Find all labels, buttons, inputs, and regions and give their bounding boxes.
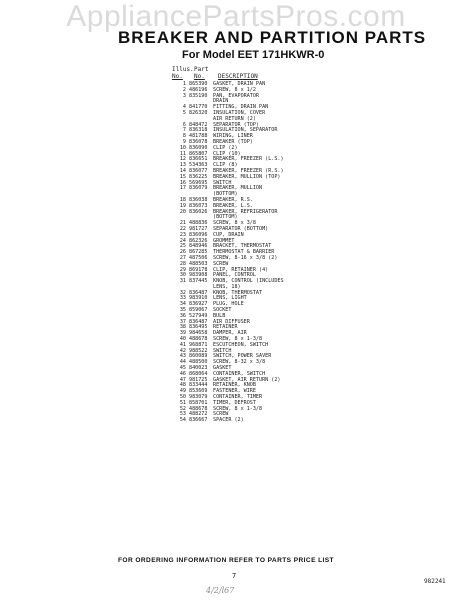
illus-number: 43 (179, 353, 186, 360)
part-number: 836077 (189, 167, 208, 174)
illus-number: 26 (179, 249, 186, 256)
part-number: 835190 (189, 92, 208, 99)
part-number: 488500 (189, 359, 208, 366)
illus-number: 21 (179, 220, 186, 227)
part-description: CUP, DRAIN (213, 231, 244, 238)
illus-number: 19 (179, 202, 186, 209)
part-description: CONTAINER, SWITCH (213, 370, 266, 377)
part-number: 488836 (189, 220, 208, 227)
illus-number: 25 (179, 243, 186, 250)
part-number: 487506 (189, 254, 208, 261)
column-header-part (194, 66, 208, 80)
illus-number: 12 (179, 156, 186, 163)
part-number: 836487 (189, 318, 208, 325)
part-description: SCREW, 8 x 1-3/8 (213, 336, 263, 343)
part-number: 984658 (189, 330, 208, 337)
part-description: SCREW, 8 x 1-3/8 (213, 405, 263, 412)
part-number: 853609 (189, 388, 208, 395)
header-part-label: Part (194, 66, 209, 73)
part-number: 826320 (189, 109, 208, 116)
part-description: PLUG, HOLE (213, 301, 244, 308)
watermark: AppliancePartsPros.com (66, 0, 406, 33)
illus-number: 46 (179, 370, 186, 377)
part-description: SCREW (213, 260, 229, 267)
part-number: 859067 (189, 307, 208, 314)
header-illus-label: Illus. (172, 66, 194, 73)
part-description: PAN, EVAPORATOR (213, 92, 260, 99)
illus-number: 35 (179, 307, 186, 314)
part-number: 836090 (189, 144, 208, 151)
part-description: SEPARATOR (BOTTOM) (213, 225, 269, 232)
part-description: AIR DIFFUSER (213, 318, 250, 325)
part-description: CLIP, RETAINER (4) (213, 266, 269, 273)
part-number: 481788 (189, 133, 208, 140)
illus-number: 18 (179, 196, 186, 203)
part-number: 836026 (189, 208, 208, 215)
illus-number: 29 (179, 266, 186, 273)
part-description: KNOB, THERMOSTAT (213, 289, 263, 296)
part-description: TIMER, DEFROST (213, 399, 256, 406)
part-description: BREAKER, FREEZER (R.S.) (213, 167, 284, 174)
part-number: 836927 (189, 301, 208, 308)
illus-number: 47 (179, 376, 186, 383)
page-title: BREAKER AND PARTITION PARTS (118, 28, 427, 47)
part-description: BREAKER, REFRIGERATOR (213, 208, 278, 215)
part-number: 868064 (189, 370, 208, 377)
part-description: SOCKET (213, 307, 232, 314)
illus-number: 15 (179, 173, 186, 180)
part-description: SEPARATOR (TOP) (213, 121, 260, 128)
part-number: 865807 (189, 150, 208, 157)
illus-number: 6 (182, 121, 186, 128)
part-number: 836495 (189, 324, 208, 331)
illus-number: 17 (179, 185, 186, 192)
model-subtitle: For Model EET 171HKWR-0 (182, 49, 325, 61)
part-description: SWITCH (213, 347, 232, 354)
part-description: RETAINER (213, 324, 238, 331)
part-number: 488678 (189, 405, 208, 412)
part-number: 836667 (189, 417, 208, 424)
part-number: 988522 (189, 347, 208, 354)
illus-number: 28 (179, 260, 186, 267)
illus-number: 23 (179, 231, 186, 238)
part-description: BREAKER (TOP) (213, 138, 253, 145)
part-description: GASKET (213, 365, 232, 372)
illus-number: 45 (179, 365, 186, 372)
part-description: GASKET, AIR RETURN (2) (213, 376, 281, 383)
part-description: SCREW, 8-16 x 3/8 (2) (213, 254, 278, 261)
part-description: CLIP (8) (213, 162, 238, 169)
part-number: 983908 (189, 272, 208, 279)
illus-number: 14 (179, 167, 186, 174)
part-number: 836225 (189, 173, 208, 180)
part-description: DRAIN (213, 98, 229, 105)
part-description: SWITCH, POWER SAVER (213, 353, 272, 360)
illus-number: 37 (179, 318, 186, 325)
illus-number: 27 (179, 254, 186, 261)
part-number: 865390 (189, 81, 208, 87)
part-number: 488678 (189, 336, 208, 343)
header-description: DESCRIPTION (218, 73, 258, 80)
illus-number: 2 (182, 86, 186, 93)
part-number: 837445 (189, 278, 208, 285)
part-description: SCREW, 8 x 1/2 (213, 86, 256, 93)
header-part-no: No. (194, 73, 205, 80)
part-description: BREAKER, FREEZER (L.S.) (213, 156, 284, 163)
illus-number: 3 (182, 92, 186, 99)
illus-number: 48 (179, 382, 186, 389)
illus-number: 40 (179, 336, 186, 343)
part-description: FITTING, DRAIN PAN (213, 104, 269, 111)
part-number: 488503 (189, 260, 208, 267)
part-description: LENS, 18) (213, 283, 241, 290)
part-description: CLIP (2) (213, 144, 238, 151)
part-number: 488272 (189, 411, 208, 418)
part-description: SCREW (213, 411, 229, 418)
part-description: SCREW, 8 x 3/8 (213, 220, 256, 227)
part-number: 836651 (189, 156, 208, 163)
part-description: GASKET, DRAIN PAN (213, 81, 266, 87)
part-number: 836096 (189, 231, 208, 238)
part-number: 527949 (189, 312, 208, 319)
part-description: BULB (213, 312, 226, 319)
part-number: 983910 (189, 295, 208, 302)
illus-number: 24 (179, 237, 186, 244)
part-description: CLIP (10) (213, 150, 241, 157)
part-number: 862326 (189, 237, 208, 244)
part-description: LENS, LIGHT (213, 295, 247, 302)
part-number: 860089 (189, 353, 208, 360)
part-number: 848472 (189, 121, 208, 128)
illus-number: 53 (179, 411, 186, 418)
part-description: GROMMET (213, 237, 235, 244)
part-description: BREAKER, MULLION (TOP) (213, 173, 281, 180)
illus-number: 20 (179, 208, 186, 215)
handwritten-note: 4/2/l67 (206, 586, 235, 595)
illus-number: 49 (179, 388, 186, 395)
part-number: 486196 (189, 86, 208, 93)
part-number: 841770 (189, 104, 208, 111)
ordering-note: FOR ORDERING INFORMATION REFER TO PARTS PRICE LIST (118, 557, 334, 564)
part-description: PANEL, CONTROL (213, 272, 256, 279)
part-number: 836079 (189, 185, 208, 192)
parts-row (172, 418, 452, 424)
illus-number: 1 (182, 81, 186, 87)
part-description: BREAKER, MULLION (213, 185, 263, 192)
illus-number: 31 (179, 278, 186, 285)
part-description: CONTAINER, TIMER (213, 394, 263, 401)
part-description: (BOTTOM) (213, 191, 238, 198)
illus-number: 7 (182, 127, 186, 134)
part-description: RETAINER, KNOB (213, 382, 256, 389)
part-description: INSULATION, SEPARATOR (213, 127, 278, 134)
illus-number: 4 (182, 104, 186, 111)
part-number: 869178 (189, 266, 208, 273)
illus-number: 10 (179, 144, 186, 151)
part-number: 836487 (189, 289, 208, 296)
part-number: 867285 (189, 249, 208, 256)
part-number: 983079 (189, 394, 208, 401)
part-description: KNOB, CONTROL (INCLUDES (213, 278, 284, 285)
part-description: AIR RETURN (2) (213, 115, 256, 122)
illus-number: 33 (179, 295, 186, 302)
part-description: ESCUTCHEON, SWITCH (213, 341, 269, 348)
illus-number: 44 (179, 359, 186, 366)
page-number: 7 (232, 572, 237, 580)
illus-number: 8 (182, 133, 186, 140)
document-number: 982241 (424, 578, 446, 585)
part-description: BRACKET, THERMOSTAT (213, 243, 272, 250)
part-number: 836318 (189, 127, 208, 134)
part-description: SCREW, 8-32 x 3/8 (213, 359, 266, 366)
part-description: DAMPER, AIR (213, 330, 247, 337)
part-number: 833444 (189, 382, 208, 389)
part-description: FASTENER, WIRE (213, 388, 256, 395)
part-number: 840023 (189, 365, 208, 372)
illus-number: 54 (179, 417, 186, 424)
part-number: 534363 (189, 162, 208, 169)
part-number: 836073 (189, 202, 208, 209)
illus-number: 42 (179, 347, 186, 354)
parts-list (172, 82, 452, 424)
part-number: 848946 (189, 243, 208, 250)
part-description: SWITCH (213, 179, 232, 186)
illus-number: 16 (179, 179, 186, 186)
part-description: SPACER (2) (213, 417, 244, 424)
illus-number: 50 (179, 394, 186, 401)
illus-number: 5 (182, 109, 186, 116)
illus-number: 32 (179, 289, 186, 296)
part-number: 981727 (189, 225, 208, 232)
illus-number: 30 (179, 272, 186, 279)
illus-number: 22 (179, 225, 186, 232)
column-header-description (218, 73, 258, 80)
illus-number: 11 (179, 150, 186, 157)
part-description: BREAKER, L.S. (213, 202, 253, 209)
part-number: 858701 (189, 399, 208, 406)
illus-number: 51 (179, 399, 186, 406)
illus-number: 52 (179, 405, 186, 412)
illus-number: 38 (179, 324, 186, 331)
part-number: 569695 (189, 179, 208, 186)
part-number: 836038 (189, 196, 208, 203)
part-number: 981725 (189, 376, 208, 383)
part-description: WIRING, LINER (213, 133, 253, 140)
illus-number: 9 (182, 138, 186, 145)
column-header-illus (172, 66, 194, 80)
illus-number: 13 (179, 162, 186, 169)
part-description: (BOTTOM) (213, 214, 238, 221)
part-description: THERMOSTAT & BARRIER (213, 249, 275, 256)
header-illus-no: No. (172, 73, 183, 80)
illus-number: 34 (179, 301, 186, 308)
part-number: 968871 (189, 341, 208, 348)
part-description: INSULATION, COVER (213, 109, 266, 116)
illus-number: 39 (179, 330, 186, 337)
illus-number: 41 (179, 341, 186, 348)
part-number: 836078 (189, 138, 208, 145)
part-description: BREAKER, R.S. (213, 196, 253, 203)
illus-number: 36 (179, 312, 186, 319)
